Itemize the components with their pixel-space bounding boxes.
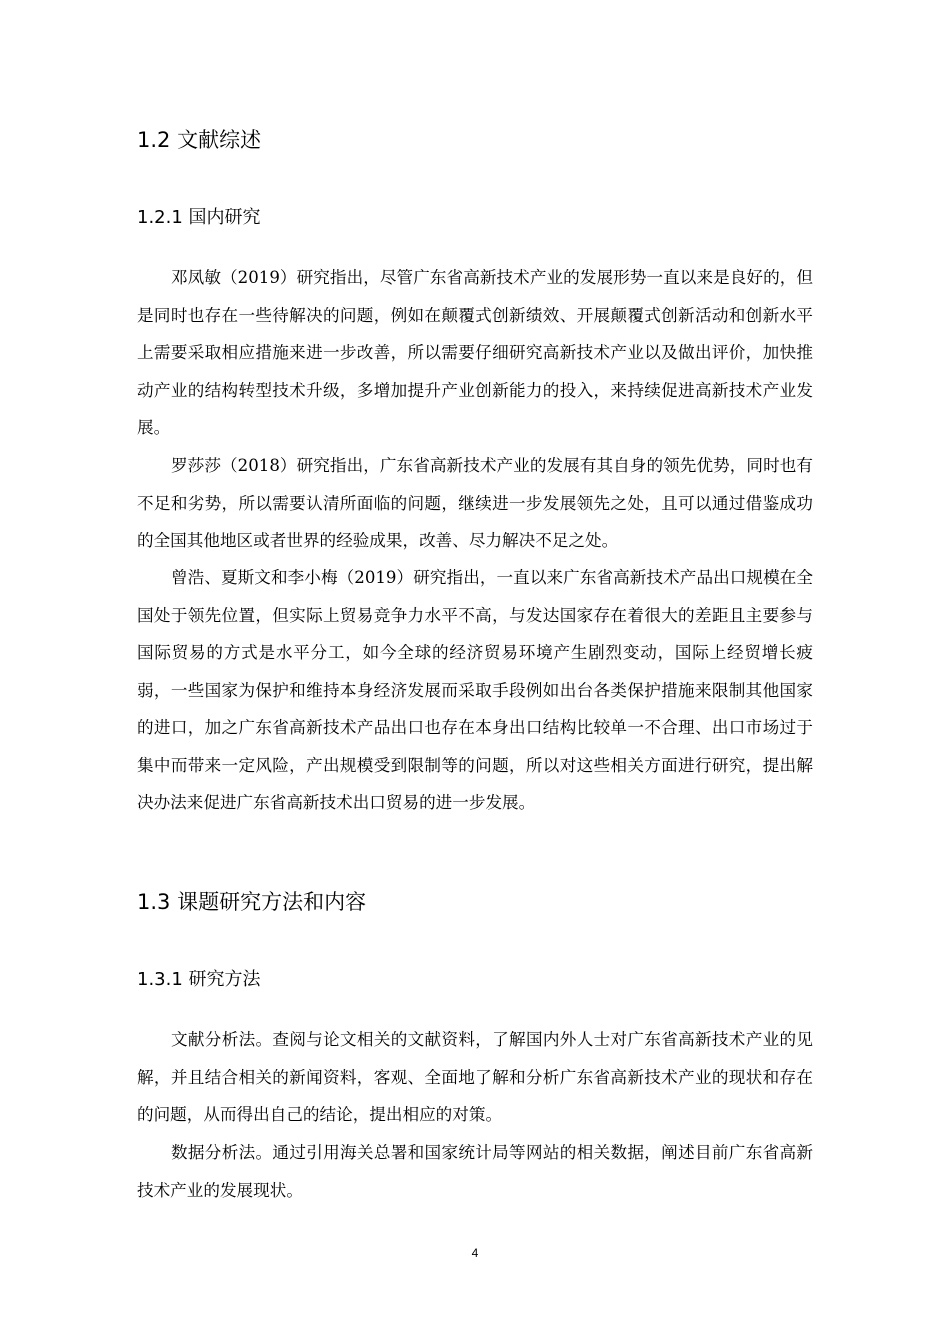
paragraph-luo-shasha: 罗莎莎（2018）研究指出，广东省高新技术产业的发展有其自身的领先优势，同时也有不足和劣势，所以需要认清所面临的问题，继续进一步发展领先之处，且可以通过借鉴成功的全国其他地区或者世界的经验成果，改善、尽力解决不足之处。 [137,456,813,550]
paragraph-zeng-hao: 曾浩、夏斯文和李小梅（2019）研究指出，一直以来广东省高新技术产品出口规模在全国处于领先位置，但实际上贸易竞争力水平不高，与发达国家存在着很大的差距且主要参与国际贸易的方式是水平分工，如今全球的经济贸易环境产生剧烈变动，国际上经贸增长疲弱，一些国家为保护和维持本身经济发展而采取手段例如出台各类保护措施来限制其他国家的进口，加之广东省高新技术产品出口也存在本身出口结构比较单一不合理、出口市场过于集中而带来一定风险，产出规模受到限制等的问题，所以对这些相关方面进行研究，提出解决办法来促进广东省高新技术出口贸易的进一步发展。 [137,568,813,812]
paragraph-deng-fengmin: 邓凤敏（2019）研究指出，尽管广东省高新技术产业的发展形势一直以来是良好的，但是同时也存在一些待解决的问题，例如在颠覆式创新绩效、开展颠覆式创新活动和创新水平上需要采取相应措施来进一步改善，所以需要仔细研究高新技术产业以及做出评价，加快推动产业的结构转型技术升级，多增加提升产业创新能力的投入，来持续促进高新技术产业发展。 [137,268,813,437]
section-heading-1-2: 1.2 文献综述 [137,128,262,152]
subsection-heading-1-2-1: 1.2.1 国内研究 [137,207,261,228]
section-heading-1-3: 1.3 课题研究方法和内容 [137,890,367,914]
paragraph-literature-analysis: 文献分析法。查阅与论文相关的文献资料，了解国内外人士对广东省高新技术产业的见解，并且结合相关的新闻资料，客观、全面地了解和分析广东省高新技术产业的现状和存在的问题，从而得出自己的结论，提出相应的对策。 [137,1030,813,1124]
paragraph-data-analysis: 数据分析法。通过引用海关总署和国家统计局等网站的相关数据，阐述目前广东省高新技术产业的发展现状。 [137,1143,813,1200]
page-number: 4 [471,1246,479,1260]
subsection-heading-1-3-1: 1.3.1 研究方法 [137,969,261,990]
